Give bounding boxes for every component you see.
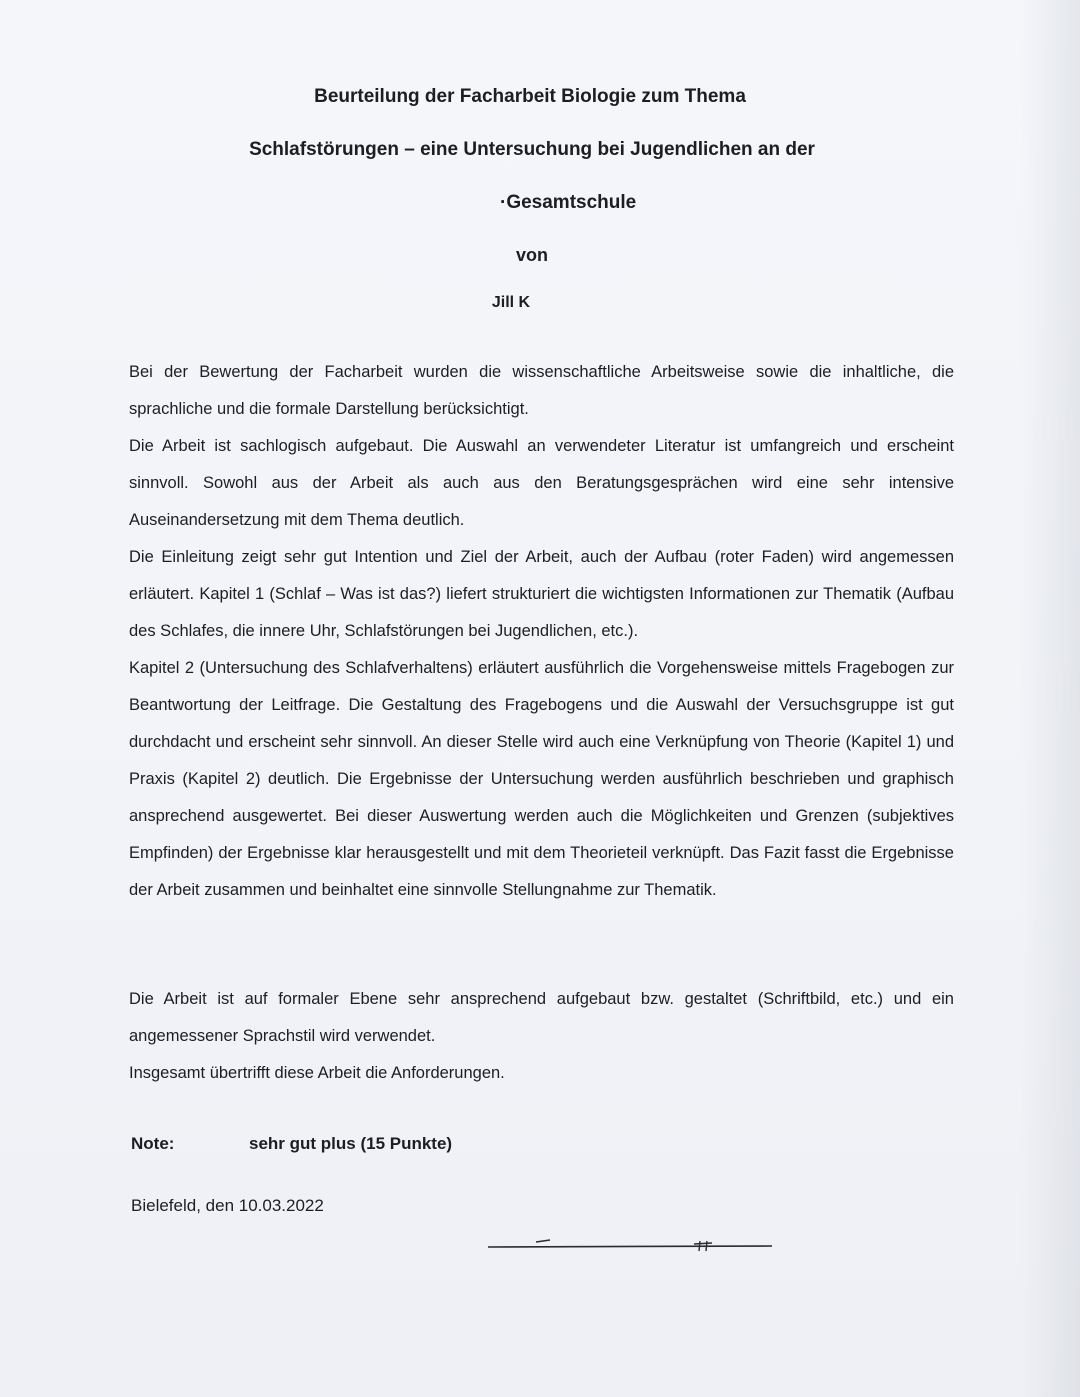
grade-label: Note: (131, 1134, 175, 1153)
von-label: von (515, 245, 548, 265)
paragraph-summary: Insgesamt übertrifft diese Arbeit die Anforderungen. (129, 1064, 505, 1082)
page-edge-shadow (1020, 0, 1080, 1397)
assessment-text (129, 354, 954, 909)
paragraph-intro: Bei der Bewertung der Facharbeit wurden die wissenschaftliche Arbeitsweise sowie die inhaltliche, die sprachliche und die formale Darstellung berücksichtigt. (129, 363, 954, 418)
paragraph-chapter2: Kapitel 2 (Untersuchung des Schlafverhaltens) erläutert ausführlich die Vorgehensweise mittels Fragebogen zur Beantwortung der Leitfrage. Die Gestaltung des Fragebogens und die Auswahl der Versuchsgruppe ist gut durchdacht und erscheint sehr sinnvoll. An dieser Stelle wird auch eine Verknüpfung von Theorie (Kapitel 1) und Praxis (Kapitel 2) deutlich. Die Ergebnisse der Untersuchung werden ausführlich beschrieben und graphisch ansprechend ausgewertet. Bei dieser Auswertung werden auch die Möglichkeiten und Grenzen (subjektives Empfinden) der Ergebnisse klar herausgestellt und mit dem Theorieteil verknüpft. Das Fazit fasst die Ergebnisse der Arbeit zusammen und beinhaltet eine sinnvolle Stellungnahme zur Thematik. (129, 659, 954, 899)
formal-assessment (129, 981, 954, 1092)
author-name: Jill K (491, 294, 531, 311)
title-line-1: Beurteilung der Facharbeit Biologie zum Thema (314, 86, 746, 107)
grade-row (131, 1134, 452, 1154)
paragraph-introduction-chapter1: Die Einleitung zeigt sehr gut Intention und Ziel der Arbeit, auch der Aufbau (roter Faden) wird angemessen erläutert. Kapitel 1 (Schlaf – Was ist das?) liefert strukturiert die wichtigsten Informationen zur Thematik (Aufbau des Schlafes, die innere Uhr, Schlafstörungen bei Jugendlichen, etc.). (129, 548, 954, 640)
paragraph-formal: Die Arbeit ist auf formaler Ebene sehr ansprechend aufgebaut bzw. gestaltet (Schriftbild, etc.) und ein angemessener Sprachstil wird verwendet. (129, 990, 954, 1045)
place-and-date: Bielefeld, den 10.03.2022 (131, 1196, 324, 1215)
paragraph-structure: Die Arbeit ist sachlogisch aufgebaut. Die Auswahl an verwendeter Literatur ist umfangreich und erscheint sinnvoll. Sowohl aus der Arbeit als auch aus den Beratungsgesprächen wird eine sehr intensive Auseinandersetzung mit dem Thema deutlich. (129, 437, 954, 529)
grade-value: sehr gut plus (15 Punkte) (249, 1134, 453, 1153)
title-line-3: ·Gesamtschule (500, 192, 637, 213)
signature-line (486, 1232, 786, 1262)
title-line-2: Schlafstörungen – eine Untersuchung bei Jugendlichen an der (249, 139, 815, 160)
